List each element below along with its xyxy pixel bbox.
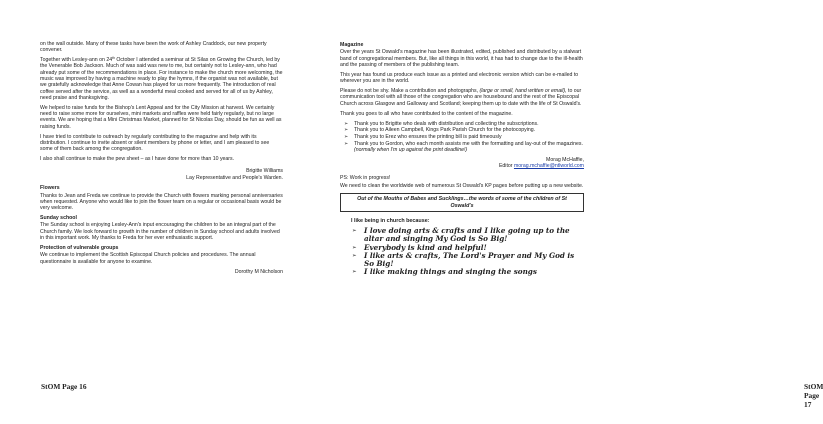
- protection-text: We continue to implement the Scottish Episcopal Church policies and procedures. The annual questionnaire is available for anyone to examine.: [40, 252, 256, 265]
- list-item: [340, 141, 584, 154]
- signature-name: Brigitte Williams: [246, 168, 283, 175]
- arrow-bullet-icon: ➢: [344, 140, 349, 147]
- sunday-school-text: The Sunday school is enjoying Lesley-Ann's input encouraging the children to be an integral part of the Church family. We look forward to growth in the number of children in Sunday school and adults involved in this important work. My thanks to Freda for her ever enthusiastic support.: [40, 222, 280, 242]
- editor-name: Morag McHaffie,: [546, 157, 584, 164]
- quote-text: I like arts & crafts, The Lord's Prayer and My God is So Big!: [364, 251, 575, 268]
- list-item-text: Thank you to Brigitte who deals with distribution and collecting the subscriptions.: [354, 120, 539, 127]
- arrow-bullet-icon: ➢: [344, 134, 349, 141]
- children-quotes-heading: I like being in church because:: [351, 218, 430, 225]
- quote-text: I like making things and singing the songs: [364, 267, 537, 277]
- seminar-paragraph: [40, 57, 283, 101]
- ps-heading: PS: Work in progress!: [340, 174, 391, 181]
- arrow-bullet-icon: ➢: [352, 253, 357, 259]
- quote-text: Everybody is kind and helpful!: [364, 242, 487, 252]
- page-footer-16: StOM Page 16: [41, 382, 87, 391]
- magazine-heading: Magazine: [340, 42, 364, 48]
- arrow-bullet-icon: ➢: [352, 244, 357, 251]
- list-item: [340, 252, 584, 268]
- magazine-paragraph-2: This year has found us produce each issue as a printed and electronic version which can be e-mailed to wherever you are in the world.: [340, 71, 579, 85]
- editor-email-link[interactable]: morag.mchaffie@ntlworld.com: [513, 163, 584, 170]
- list-item-text: Thank you to Gordon, who each month assists me with the formatting and lay-out of the magazines.: [354, 140, 583, 147]
- list-item: [340, 227, 584, 243]
- contribute-italic: (large or small, hand written or email),: [478, 88, 567, 95]
- page-16-column: [40, 41, 283, 275]
- page-footer-17: StOM Page 17: [804, 382, 823, 409]
- contribute-text: Please do not be shy. Make a contribution and photographs,: [340, 88, 479, 95]
- arrow-bullet-icon: ➢: [352, 269, 357, 276]
- arrow-bullet-icon: ➢: [352, 228, 357, 235]
- list-item-italic: (normally when I'm up against the print deadline!): [354, 147, 468, 154]
- protection-heading: Protection of vulnerable groups: [40, 244, 119, 251]
- flowers-text: Thanks to Jean and Freda we continue to provide the Church with flowers marking personal anniversaries when requested. Anyone who would like to join the flower team on a regular or occasional basis would be very welcome.: [40, 192, 283, 212]
- arrow-bullet-icon: ➢: [344, 127, 349, 134]
- seminar-text-rest: October I attended a seminar at St Silas on Growing the Church, led by the Venerable Bob Jackson. Much of was said was new to me, but certainly not to Lesley-ann, who had already put some of the recommendations in place. For instance to make the church more welcoming, the music was improved by having a machine ready to play the hymns, if the organist was not available, but we gratefully acknowledge that Anne Cowan has played for us more frequently. The introduction of real coffee served after the service, as well as a wonderful meal cooked and served for all of us by Ashley, need praise and thanksgiving.: [40, 57, 283, 101]
- list-item: [340, 268, 584, 276]
- outreach-paragraph: I have tried to contribute to outreach by regularly contributing to the magazine and help with its distribution. I continue to invite absent or silent members by phone or letter, and I am pleased to see some of them back among the congregation.: [40, 133, 270, 153]
- page-16: [0, 0, 300, 424]
- quote-text: I love doing arts & crafts and I like going up to the altar and singing My God is So Big!: [364, 226, 570, 244]
- magazine-paragraph-4: Thank you goes to all who have contributed to the content of the magazine.: [340, 110, 513, 117]
- fundraising-paragraph: We helped to raise funds for the Bishop's Lent Appeal and for the City Mission at harvest. We certainly need to raise some more for ourselves, mini markets and raffles were held fairly regularly, but no large events. We are hoping that a Mini Christmas Market, planned for St Nicolas Day, should be fun as well as raising funds.: [40, 104, 282, 130]
- pew-sheet-paragraph: I also shall continue to make the pew sheet – as I have done for more than 10 years.: [40, 156, 235, 163]
- ps-text: We need to clean the worldwide web of numerous St Oswald's KP pages before putting up a new website.: [340, 183, 584, 189]
- list-item: [340, 127, 584, 133]
- magazine-paragraph-1: Over the years St Oswald's magazine has been illustrated, edited, published and distributed by a stalwart band of congregational members. But, like all things in this world, it has had to change due to the ill-health and the passing of members of the publishing team.: [340, 49, 583, 69]
- protection-signature: Dorothy M Nicholson: [234, 268, 283, 275]
- list-item: [340, 121, 584, 127]
- list-item-text: Thank you to Erez who ensures the printing bill is paid timeously: [354, 134, 502, 141]
- editor-line: [340, 163, 584, 169]
- page-17: [300, 0, 823, 424]
- contribute-rest: to our communication tool with all those of the congregation who are housebound and the rest of the Episcopal Church across Glasgow and Galloway and Scotland; keeping them up to date with the life of St Oswald's.: [340, 88, 582, 107]
- sunday-school-heading: Sunday school: [40, 214, 77, 221]
- arrow-bullet-icon: ➢: [344, 120, 349, 127]
- signature-role: Lay Representative and People's Warden.: [186, 174, 283, 181]
- flowers-heading: Flowers: [40, 185, 60, 192]
- list-item-text: Thank you to Aileen Campbell, Kings Park Parish Church for the photocopying.: [354, 127, 536, 134]
- editor-label: Editor: [498, 163, 514, 170]
- children-quotes-list: [340, 227, 584, 276]
- list-item: [340, 134, 584, 140]
- children-quotes-box: Out of the Mouths of Babes and Sucklings…the words of some of the children of St Oswald's: [340, 193, 584, 212]
- seminar-date-suffix: th: [112, 56, 115, 61]
- magazine-paragraph-3: [340, 88, 584, 107]
- thanks-list: [340, 121, 584, 154]
- intro-paragraph: on the wall outside. Many of these tasks have been the work of Ashley Craddock, our new property convener.: [40, 41, 267, 54]
- page-17-column: [340, 42, 584, 277]
- seminar-text-start: Together with Lesley-ann on 24: [40, 57, 113, 64]
